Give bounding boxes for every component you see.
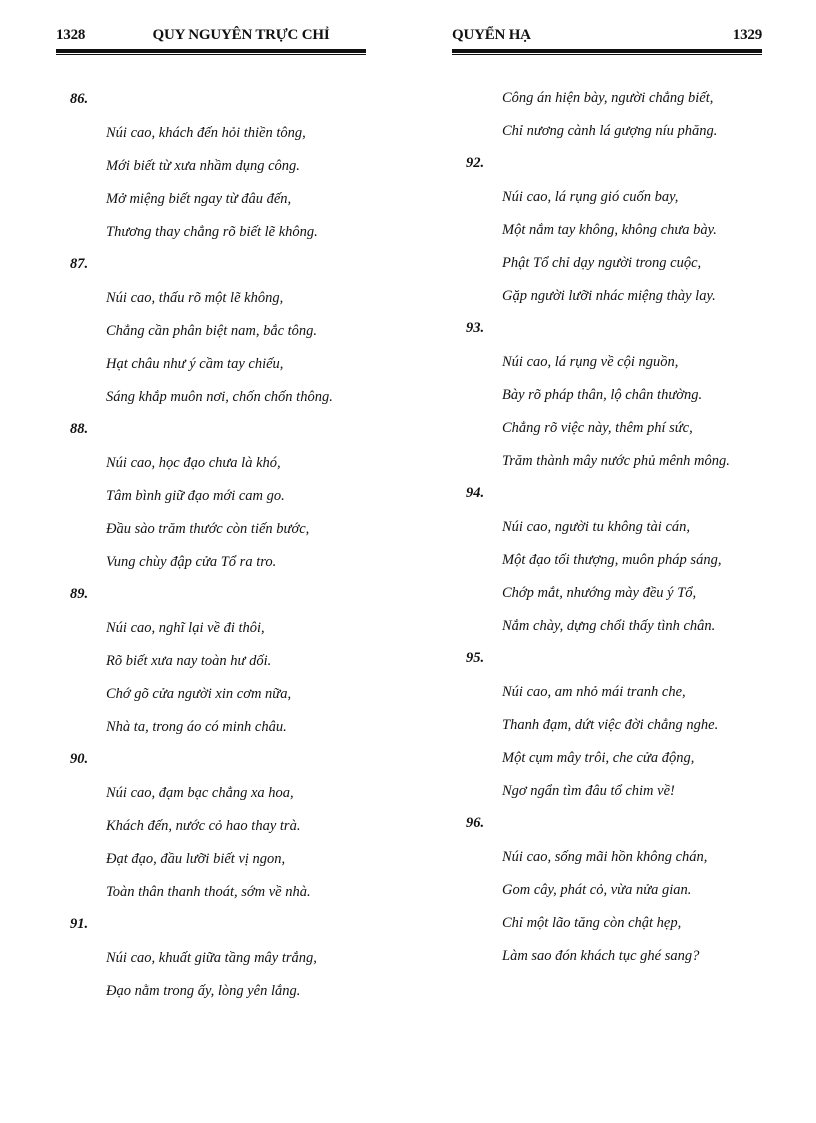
verse-line: Rõ biết xưa nay toàn hư dối. (106, 653, 272, 669)
verse-line: Một cụm mây trôi, che cửa động, (502, 750, 695, 766)
verse-line: Bày rõ pháp thân, lộ chân thường. (502, 387, 703, 403)
verse-line: Mở miệng biết ngay từ đâu đến, (106, 191, 292, 207)
left-header-rule (56, 49, 366, 55)
right-page-content (452, 90, 762, 973)
verse-line: Núi cao, lá rụng về cội nguồn, (502, 354, 679, 370)
left-page-content (56, 90, 366, 1008)
verse-line: Đầu sào trăm thước còn tiến bước, (106, 521, 310, 537)
verse-line: Công án hiện bày, người chẳng biết, (502, 90, 714, 106)
verse-line: Nắm chày, dựng chổi thấy tình chân. (502, 618, 716, 634)
poem-number: 91. (70, 916, 89, 932)
verse-line: Vung chùy đập cửa Tổ ra tro. (106, 554, 277, 570)
poem-88 (56, 420, 366, 579)
poem-86 (56, 90, 366, 249)
poem-number: 96. (466, 815, 485, 831)
verse-line: Một đạo tối thượng, muôn pháp sáng, (502, 552, 722, 568)
verse-line: Đạo nằm trong ấy, lòng yên lắng. (106, 983, 301, 999)
verse-line: Một nắm tay không, không chưa bày. (502, 222, 717, 238)
poem-number: 86. (70, 91, 89, 107)
poem-91-continuation (452, 82, 762, 148)
verse-line: Ngơ ngẩn tìm đâu tổ chim về! (502, 783, 675, 799)
verse-line: Toàn thân thanh thoát, sớm về nhà. (106, 884, 311, 900)
poem-number: 89. (70, 586, 89, 602)
verse-line: Tâm bình giữ đạo mới cam go. (106, 488, 285, 504)
verse-line: Thương thay chẳng rõ biết lẽ không. (106, 224, 318, 240)
verse-line: Chớp mắt, nhướng mày đều ý Tổ, (502, 585, 697, 601)
verse-line: Chẳng rõ việc này, thêm phí sức, (502, 420, 693, 436)
verse-line: Núi cao, nghĩ lại về đi thôi, (106, 620, 265, 636)
verse-line: Chỉ một lão tăng còn chật hẹp, (502, 915, 682, 931)
verse-line: Núi cao, thấu rõ một lẽ không, (106, 290, 284, 306)
left-page-number: 1328 (56, 26, 86, 43)
poem-number: 90. (70, 751, 89, 767)
verse-line: Trăm thành mây nước phủ mênh mông. (502, 453, 730, 469)
left-page (56, 0, 366, 1123)
poem-90 (56, 750, 366, 909)
poem-96 (452, 814, 762, 973)
verse-line: Mới biết từ xưa nhầm dụng công. (106, 158, 300, 174)
left-running-title: QUY NGUYÊN TRỰC CHỈ (152, 26, 330, 43)
poem-92 (452, 154, 762, 313)
poem-number: 94. (466, 485, 485, 501)
verse-line: Núi cao, đạm bạc chẳng xa hoa, (106, 785, 294, 801)
verse-line: Núi cao, học đạo chưa là khó, (106, 455, 281, 471)
poem-87 (56, 255, 366, 414)
right-header-rule (452, 49, 762, 55)
poem-95 (452, 649, 762, 808)
poem-91 (56, 915, 366, 1008)
poem-number: 87. (70, 256, 89, 272)
verse-line: Gặp người lưỡi nhác miệng thày lay. (502, 288, 716, 304)
verse-line: Chẳng cần phân biệt nam, bắc tông. (106, 323, 318, 339)
poem-89 (56, 585, 366, 744)
verse-line: Núi cao, khách đến hỏi thiền tông, (106, 125, 306, 141)
right-page-number: 1329 (732, 26, 762, 43)
verse-line: Chỉ nương cành lá gượng níu phăng. (502, 123, 718, 139)
poem-number: 92. (466, 155, 485, 171)
verse-line: Phật Tổ chỉ dạy người trong cuộc, (502, 255, 702, 271)
verse-line: Nhà ta, trong áo có minh châu. (106, 719, 287, 735)
verse-line: Làm sao đón khách tục ghé sang? (502, 948, 700, 964)
verse-line: Hạt châu như ý cầm tay chiếu, (106, 356, 284, 372)
poem-number: 88. (70, 421, 89, 437)
verse-line: Núi cao, khuất giữa tầng mây trắng, (106, 950, 317, 966)
poem-94 (452, 484, 762, 643)
verse-line: Khách đến, nước cỏ hao thay trà. (106, 818, 301, 834)
verse-line: Núi cao, sống mãi hồn không chán, (502, 849, 708, 865)
right-running-title: QUYỂN HẠ (452, 26, 531, 43)
poem-number: 95. (466, 650, 485, 666)
verse-line: Thanh đạm, dứt việc đời chẳng nghe. (502, 717, 719, 733)
verse-line: Núi cao, lá rụng gió cuốn bay, (502, 189, 679, 205)
right-page (452, 0, 762, 1123)
verse-line: Núi cao, am nhỏ mái tranh che, (502, 684, 686, 700)
verse-line: Gom cây, phát cỏ, vừa nửa gian. (502, 882, 692, 898)
poem-93 (452, 319, 762, 478)
verse-line: Đạt đạo, đầu lưỡi biết vị ngon, (106, 851, 286, 867)
verse-line: Sáng khắp muôn nơi, chốn chốn thông. (106, 389, 333, 405)
verse-line: Chớ gõ cửa người xin cơm nữa, (106, 686, 292, 702)
verse-line: Núi cao, người tu không tài cán, (502, 519, 691, 535)
left-page-header (56, 22, 366, 48)
poem-number: 93. (466, 320, 485, 336)
right-page-header (452, 22, 762, 48)
